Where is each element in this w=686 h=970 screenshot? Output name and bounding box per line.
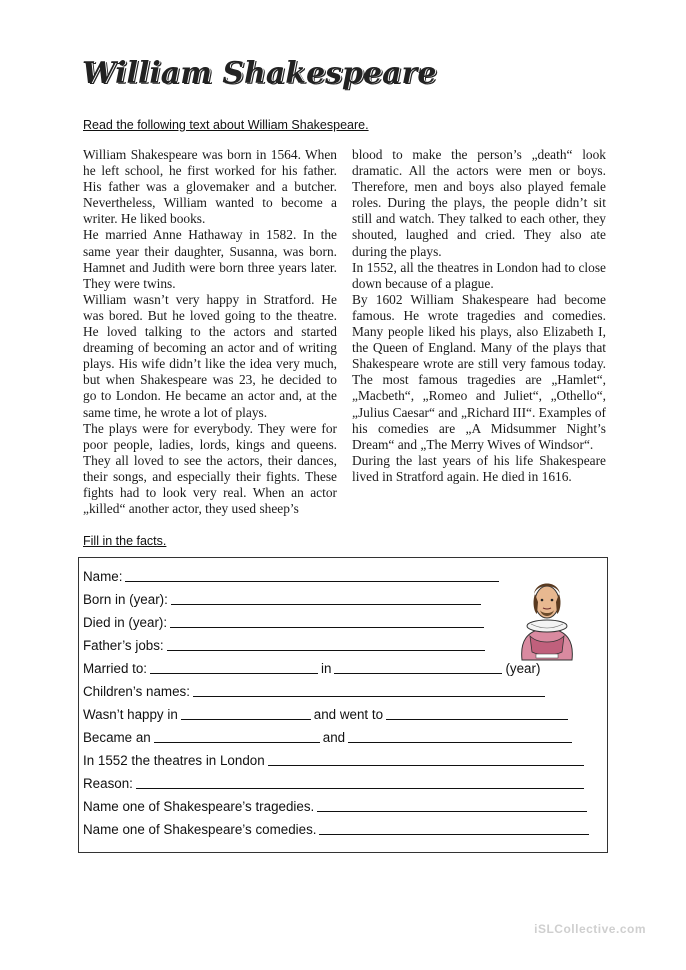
fact-row-reason [83,771,587,791]
fact-row-theatres [83,748,587,768]
tragedy-blank[interactable] [317,797,587,812]
name-blank[interactable] [125,567,499,582]
watermark: iSLCollective.com [534,922,646,936]
fact-row-died [83,610,487,630]
paragraph: William Shakespeare was born in 1564. When he left school, he first worked for his father. His father was a glovemaker and a butcher. Nevertheless, William wanted to become a writer. He liked books. [83,147,337,227]
read-instruction: Read the following text about William Shakespeare. [83,118,369,132]
born-blank[interactable] [171,590,481,605]
comedy-blank[interactable] [319,820,589,835]
fact-label: Name one of Shakespeare’s comedies. [83,822,317,837]
fact-label: Married to: [83,661,147,676]
fact-label: and went to [313,707,384,722]
reason-blank[interactable] [136,774,584,789]
died-blank[interactable] [170,613,484,628]
father-jobs-blank[interactable] [167,636,485,651]
fact-row-name [83,564,502,584]
text-column-right [352,147,606,485]
fact-row-tragedy [83,794,590,814]
went-to-blank[interactable] [386,705,568,720]
fact-label: Died in (year): [83,615,168,630]
fact-row-unhappy [83,702,571,722]
became-blank[interactable] [154,728,320,743]
fact-label: (year) [505,661,541,676]
fact-label: Name one of Shakespeare’s tragedies. [83,799,315,814]
unhappy-place-blank[interactable] [181,705,311,720]
fact-label: Father’s jobs: [83,638,164,653]
fact-row-children [83,679,548,699]
paragraph: blood to make the person’s „death“ look dramatic. All the actors were men or boys. Therefore, men and boys also played female roles. During the plays, the people didn’t sit still and watch. They talked to each other, they shouted, laughed and cried. They also ate during the plays. [352,147,606,259]
paragraph: By 1602 William Shakespeare had become famous. He wrote tragedies and comedies. Many people liked his plays, also Elizabeth I, the Queen of England. Many of the plays that Shakespeare wrote are still very famous today. The most famous tragedies are „Hamlet“, „Macbeth“, „Romeo and Juliet“, „Othello“, „Julius Caesar“ and „Richard III“. Examples of his comedies are „A Midsummer Night’s Dream“ and „The Merry Wives of Windsor“. [352,291,606,452]
fact-row-became [83,725,575,745]
fact-label: Children’s names: [83,684,190,699]
shakespeare-portrait-icon [512,572,582,662]
fact-label: in [321,661,332,676]
fact-row-comedy [83,817,592,837]
paragraph: He married Anne Hathaway in 1582. In the same year their daughter, Susanna, was born. Hamnet and Judith were born three years later. They were twins. [83,227,337,291]
fact-row-born [83,587,484,607]
paragraph: During the last years of his life Shakespeare lived in Stratford again. He died in 1616. [352,452,606,484]
fact-label: Wasn’t happy in [83,707,178,722]
married-year-blank[interactable] [334,659,502,674]
paragraph: William wasn’t very happy in Stratford. He was bored. But he loved going to the theatre. He loved talking to the actors and started dreaming of becoming an actor and of writing plays. His wife didn’t like the idea very much, but when Shakespeare was 23, he decided to go to London. He became an actor and, at the same time, he wrote a lot of plays. [83,291,337,420]
also-blank[interactable] [348,728,572,743]
fact-label: Name: [83,569,123,584]
fact-row-father-jobs [83,633,488,653]
children-blank[interactable] [193,682,545,697]
fact-row-married [83,656,540,676]
married-to-blank[interactable] [150,659,318,674]
theatres-blank[interactable] [268,751,584,766]
fact-label: Reason: [83,776,133,791]
fact-label: Became an [83,730,151,745]
facts-form [78,557,608,853]
paragraph: In 1552, all the theatres in London had to close down because of a plague. [352,259,606,291]
fill-instruction: Fill in the facts. [83,534,167,548]
paragraph: The plays were for everybody. They were for poor people, ladies, lords, kings and queens. They all loved to see the actors, their dances, their songs, and especially their fights. These fights had to look very real. When an actor „killed“ another actor, they used sheep’s [83,420,337,517]
fact-label: Born in (year): [83,592,168,607]
text-column-left [83,147,337,517]
page-title: William Shakespeare [82,56,437,91]
fact-label: In 1552 the theatres in London [83,753,265,768]
fact-label: and [322,730,346,745]
